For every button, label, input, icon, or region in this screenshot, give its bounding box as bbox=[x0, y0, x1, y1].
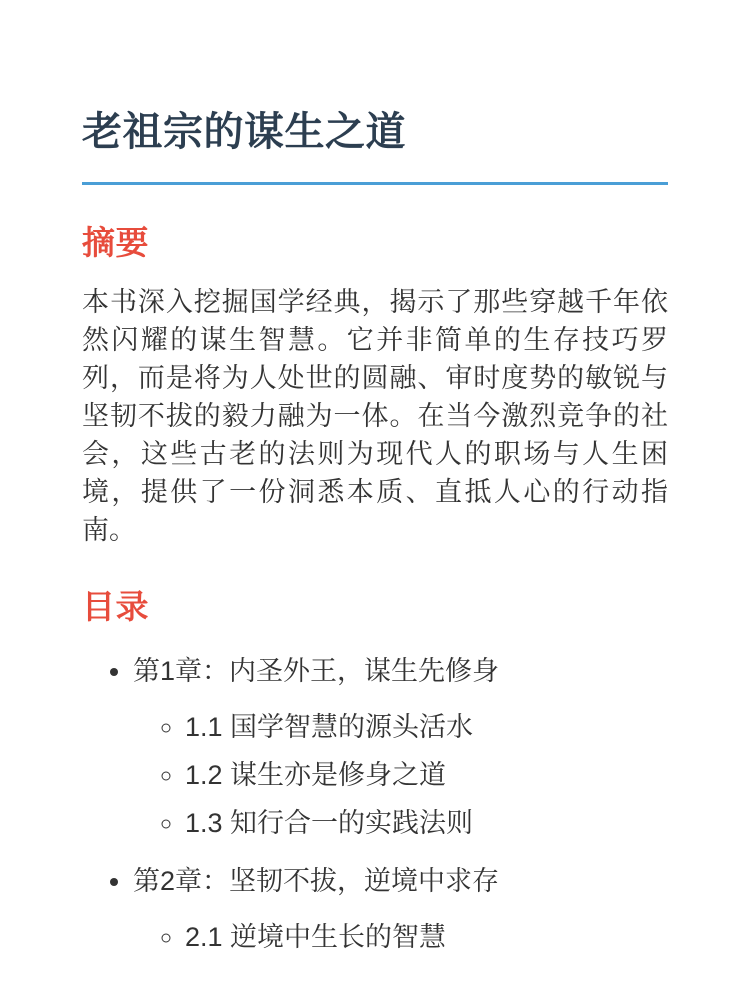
page-title: 老祖宗的谋生之道 bbox=[82, 110, 406, 154]
toc-chapter-2-sublist bbox=[133, 918, 668, 956]
toc-subsection-2-1: ◦ 2.1 逆境中生长的智慧 bbox=[185, 918, 668, 956]
toc-list bbox=[82, 652, 668, 956]
title-divider bbox=[82, 182, 668, 185]
toc-chapter-1-label: 第1章：内圣外王，谋生先修身 bbox=[133, 656, 500, 687]
toc-subsection-1-2: ◦ 1.2 谋生亦是修身之道 bbox=[185, 756, 668, 794]
abstract-heading: 摘要 bbox=[82, 224, 149, 261]
toc-chapter-2-label: 第2章：坚韧不拔，逆境中求存 bbox=[133, 866, 500, 897]
toc-subsection-1-1: ◦ 1.1 国学智慧的源头活水 bbox=[185, 708, 668, 746]
toc-chapter-1 bbox=[133, 652, 668, 842]
abstract-paragraph: 本书深入挖掘国学经典，揭示了那些穿越千年依然闪耀的谋生智慧。它并非简单的生存技巧罗列，而是将为人处世的圆融、审时度势的敏锐与坚韧不拔的毅力融为一体。在当今激烈竞争的社会，这些古老的法则为现代人的职场与人生困境，提供了一份洞悉本质、直抵人心的行动指南。 bbox=[82, 286, 668, 545]
toc-chapter-1-sublist bbox=[133, 708, 668, 842]
toc-chapter-2 bbox=[133, 862, 668, 956]
toc-heading: 目录 bbox=[82, 587, 149, 625]
toc-subsection-1-3: ◦ 1.3 知行合一的实践法则 bbox=[185, 804, 668, 842]
